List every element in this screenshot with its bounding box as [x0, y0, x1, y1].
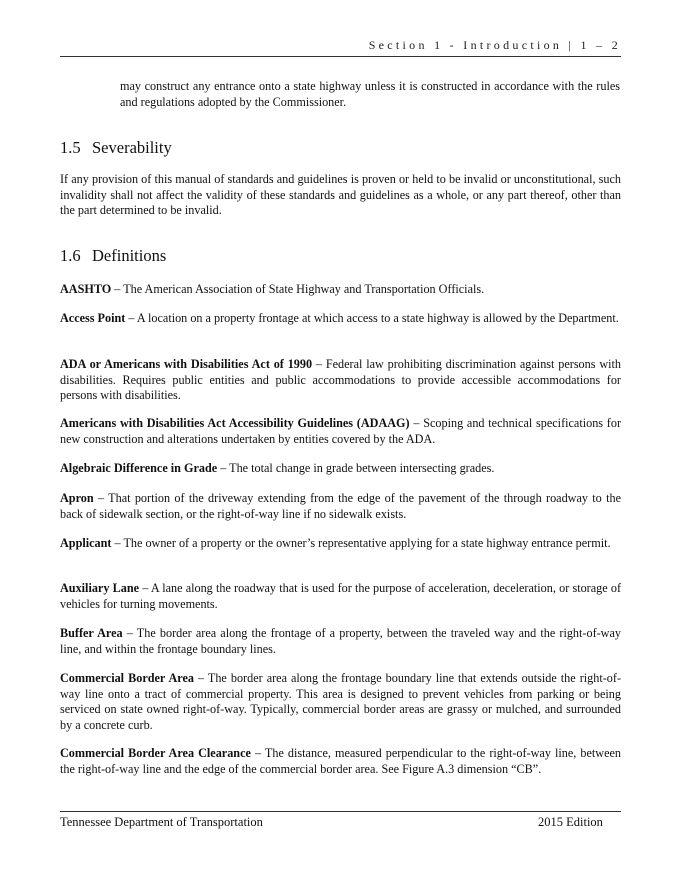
definition-item	[60, 491, 621, 522]
section-number: 1.5	[60, 138, 81, 157]
definition-text: – A location on a property frontage at which access to a state highway is allowed by the Department.	[125, 311, 619, 325]
definition-text: – The distance, measured perpendicular to the right-of-way line, between the right-of-way line and the edge of the commercial border area. See Figure A.3 dimension “CB”.	[60, 746, 621, 776]
section-heading-severability	[60, 138, 172, 158]
section-number: 1.6	[60, 246, 81, 265]
definition-term: Apron	[60, 491, 94, 505]
definition-item	[60, 746, 621, 777]
definition-item	[60, 282, 621, 298]
definition-term: Algebraic Difference in Grade	[60, 461, 218, 475]
footer-rule	[60, 811, 621, 812]
definition-text: – Federal law prohibiting discrimination against persons with disabilities. Requires public entities and public accommodations to provide accessible accommodations for persons with disabilities.	[60, 357, 621, 402]
definition-text: – The border area along the frontage boundary line that extends outside the right-of-way line onto a tract of commercial property. This area is designed to prevent vehicles from parking or being serviced on state owned right-of-way. Typically, commercial border areas are grassy or mulched, and surrounded by a concrete curb.	[60, 671, 622, 732]
definition-item	[60, 581, 621, 612]
definition-text: – That portion of the driveway extending from the edge of the pavement of the through roadway to the back of sidewalk section, or the right-of-way line if no sidewalk exists.	[60, 491, 621, 521]
definition-item	[60, 357, 621, 404]
definition-item	[60, 311, 621, 327]
severability-paragraph: If any provision of this manual of standards and guidelines is proven or held to be invalid or unconstitutional, such invalidity shall not affect the validity of these standards and guidelines as a whole, or any part thereof, other than the part determined to be invalid.	[60, 172, 621, 217]
definition-item	[60, 416, 621, 447]
definition-term: ADA or Americans with Disabilities Act of 1990	[60, 357, 313, 371]
definition-item	[60, 626, 621, 657]
definition-text: – A lane along the roadway that is used for the purpose of acceleration, deceleration, or storage of vehicles for turning movements.	[60, 581, 621, 611]
definition-item	[60, 671, 621, 733]
header-rule	[60, 56, 621, 57]
footer-edition: 2015 Edition	[538, 815, 603, 829]
definition-text: – The total change in grade between intersecting grades.	[217, 461, 495, 475]
footer-organization: Tennessee Department of Transportation	[60, 815, 263, 829]
definition-term: Access Point	[60, 311, 126, 325]
definition-term: AASHTO	[60, 282, 112, 296]
section-title: Definitions	[92, 246, 167, 265]
intro-paragraph: may construct any entrance onto a state highway unless it is constructed in accordance with the rules and regulations adopted by the Commissioner.	[120, 79, 620, 109]
definition-term: Americans with Disabilities Act Accessibility Guidelines (ADAAG)	[60, 416, 410, 430]
definition-term: Buffer Area	[60, 626, 123, 640]
section-title: Severability	[92, 138, 172, 157]
definition-item	[60, 536, 621, 552]
section-heading-definitions	[60, 246, 166, 266]
definition-text: – The American Association of State Highway and Transportation Officials.	[111, 282, 485, 296]
running-header: Section 1 - Introduction | 1 – 2	[368, 38, 621, 52]
definition-text: – The owner of a property or the owner’s representative applying for a state highway entrance permit.	[111, 536, 611, 550]
definition-item	[60, 461, 621, 477]
definition-text: – The border area along the frontage of a property, between the traveled way and the right-of-way line, and within the frontage boundary lines.	[60, 626, 621, 656]
definition-term: Auxiliary Lane	[60, 581, 140, 595]
definition-text: – Scoping and technical specifications for new construction and alterations undertaken by entities covered by the ADA.	[60, 416, 622, 446]
definition-term: Commercial Border Area Clearance	[60, 746, 251, 760]
definition-term: Commercial Border Area	[60, 671, 194, 685]
definition-term: Applicant	[60, 536, 112, 550]
